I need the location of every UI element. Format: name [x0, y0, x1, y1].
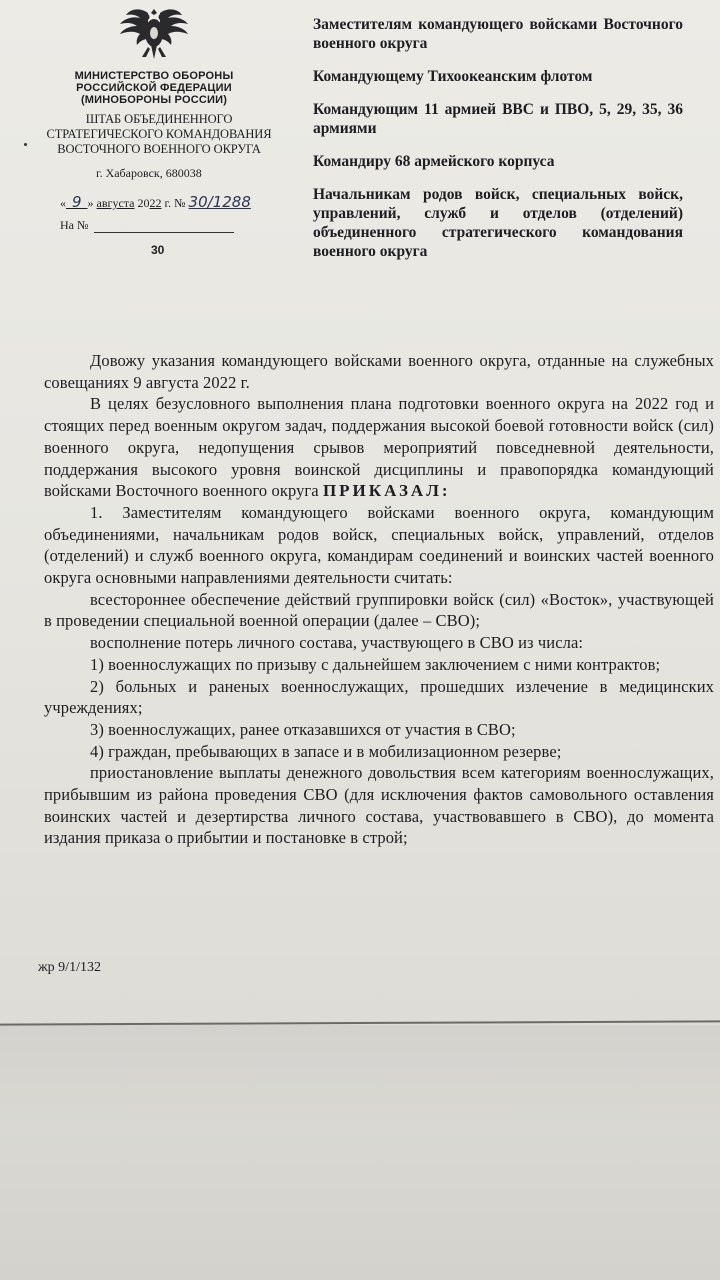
list-item: 1) военнослужащих по призыву с дальнейшем заключением с ними контрактов; — [90, 654, 661, 674]
ministry-line: РОССИЙСКОЙ ФЕДЕРАЦИИ — [76, 82, 232, 94]
double-headed-eagle-emblem — [112, 3, 196, 63]
hq-line: ВОСТОЧНОГО ВОЕННОГО ОКРУГА — [57, 142, 261, 156]
date-year-label: г. — [164, 196, 172, 210]
body-paragraph: Довожу указания командующего войсками военного округа, отданные на служебных совещаниях 9 августа 2022 г. — [44, 351, 714, 392]
body-paragraph: восполнение потерь личного состава, участвующего в СВО из числа: — [90, 633, 584, 653]
date-year-prefix: 20 — [137, 196, 150, 210]
ministry-line: (МИНОБОРОНЫ РОССИИ) — [80, 94, 228, 106]
date-quote-close: » — [87, 196, 94, 210]
document-number: 30/1288 — [188, 193, 251, 211]
mark-dot — [24, 143, 27, 146]
addressee-item: Командующему Тихоокеанским флотом — [313, 68, 593, 85]
headquarters-name — [44, 112, 274, 157]
list-item: 3) военнослужащих, ранее отказавшихся от участия в СВО; — [90, 719, 516, 739]
number-label: № — [174, 196, 186, 210]
page-number: 30 — [151, 243, 165, 257]
body-paragraph: всестороннее обеспечение действий группировки войск (сил) «Восток», участвующей в проведении специальной военной операции (далее – СВО); — [44, 589, 714, 631]
date-month: августа — [96, 196, 135, 210]
addressee-item: Начальникам родов войск, специальных войск, управлений, служб и отделов (отделений) объединенного стратегического командования военного округа — [313, 186, 683, 260]
reference-label: На № — [60, 218, 89, 232]
addressee-item: Командиру 68 армейского корпуса — [313, 153, 555, 170]
preamble-text: В целях безусловного выполнения плана подготовки военного округа на 2022 год и стоящих перед военным округом задач, поддержания высокой боевой готовности войск (сил) военного округа, недопущения срывов мероприятий повседневной деятельности, поддержания высокого уровня воинской дисциплины и правопорядка командующий войсками Восточного военного округа — [44, 394, 714, 501]
date-quote-open: « — [60, 196, 66, 210]
date-year-suffix: 22 — [149, 196, 162, 210]
document-body — [44, 350, 714, 849]
ministry-name — [60, 70, 248, 106]
document-date — [60, 193, 251, 211]
body-paragraph: 1. Заместителям командующего войсками военного округа, командующим объединениями, начальникам родов войск, специальных войск, управлений, отделов (отделений) и служб военного округа, командирам соединений и воинских частей военного округа основными направлениями деятельности считать: — [44, 502, 714, 588]
date-day: 9 — [72, 193, 82, 211]
reference-line — [60, 218, 234, 233]
order-keyword: ПРИКАЗАЛ: — [322, 481, 451, 501]
city-address: г. Хабаровск, 680038 — [96, 166, 202, 180]
hq-line: ШТАБ ОБЪЕДИНЕННОГО — [85, 112, 233, 126]
addressee-item: Командующим 11 армией ВВС и ПВО, 5, 29, 35, 36 армиями — [313, 101, 683, 137]
body-paragraph — [44, 393, 714, 502]
ministry-line: МИНИСТЕРСТВО ОБОРОНЫ — [74, 70, 234, 82]
background-surface — [0, 1025, 720, 1280]
hq-line: СТРАТЕГИЧЕСКОГО КОМАНДОВАНИЯ — [46, 127, 272, 141]
reference-blank — [94, 222, 234, 233]
addressee-item: Заместителям командующего войсками Восточного военного округа — [313, 16, 683, 52]
body-paragraph: приостановление выплаты денежного довольствия всем категориям военнослужащих, прибывшим из района проведения СВО (для исключения фактов самовольного оставления воинских частей и дезертирства личного состава, участвовавшего в СВО), до момента издания приказа о прибытии и постановке в строй; — [44, 763, 714, 848]
addressee-block — [313, 15, 683, 275]
footer-code: жр 9/1/132 — [38, 960, 101, 975]
list-item: 4) граждан, пребывающих в запасе и в мобилизационном резерве; — [90, 741, 562, 761]
list-item: 2) больных и раненых военнослужащих, прошедших излечение в медицинских учреждениях; — [44, 676, 714, 718]
